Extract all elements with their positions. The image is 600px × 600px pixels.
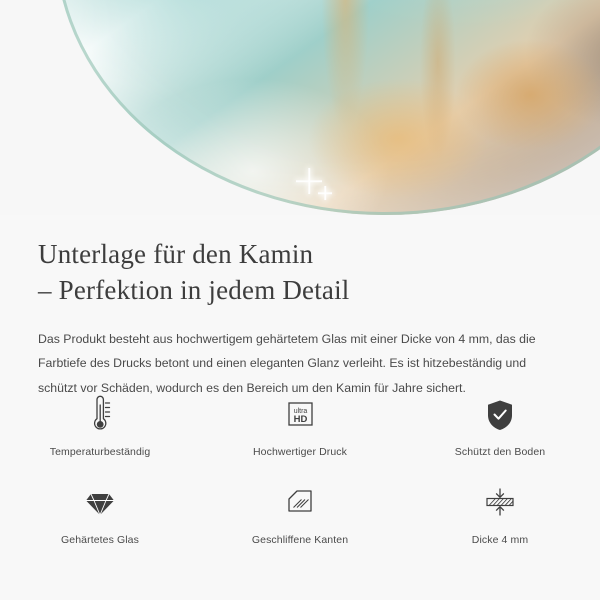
polished-edges-icon (278, 480, 322, 524)
svg-text:HD: HD (293, 414, 308, 425)
feature-label: Geschliffene Kanten (251, 534, 349, 546)
feature-label: Gehärtetes Glas (61, 534, 139, 546)
hero-image (0, 0, 600, 215)
feature-item-print-quality (200, 392, 400, 458)
feature-label: Hochwertiger Druck (253, 446, 347, 458)
marble-glass-panel-image (55, 0, 600, 215)
feature-item-floor-protection (400, 392, 600, 458)
feature-item-polished-edges (200, 480, 400, 546)
feature-grid (0, 392, 600, 546)
description-paragraph: Das Produkt besteht aus hochwertigem gehärtetem Glas mit einer Dicke von 4 mm, das die Farbtiefe des Drucks betont und einen eleganten Glanz verleiht. Es ist hitzebeständig und schützt vor Schäden, wodurch es den Bereich um den Kamin für Jahre sichert. (38, 331, 536, 395)
diamond-icon (78, 480, 122, 524)
thermometer-icon (80, 392, 120, 436)
ultra-hd-icon (278, 392, 322, 436)
thickness-arrows-icon (478, 480, 522, 524)
page-title (0, 215, 600, 309)
feature-item-temperature (0, 392, 200, 458)
feature-label: Temperaturbeständig (49, 446, 151, 458)
page-title-line2: – Perfektion in jedem Detail (38, 274, 350, 305)
page-title-line1: Unterlage für den Kamin (38, 239, 314, 269)
feature-item-thickness (400, 480, 600, 546)
feature-label: Schützt den Boden (454, 446, 546, 458)
text-content (0, 215, 600, 401)
feature-label: Dicke 4 mm (471, 534, 529, 546)
shield-check-icon (478, 392, 522, 436)
feature-item-tempered-glass (0, 480, 200, 546)
svg-text:ultra: ultra (293, 408, 308, 415)
